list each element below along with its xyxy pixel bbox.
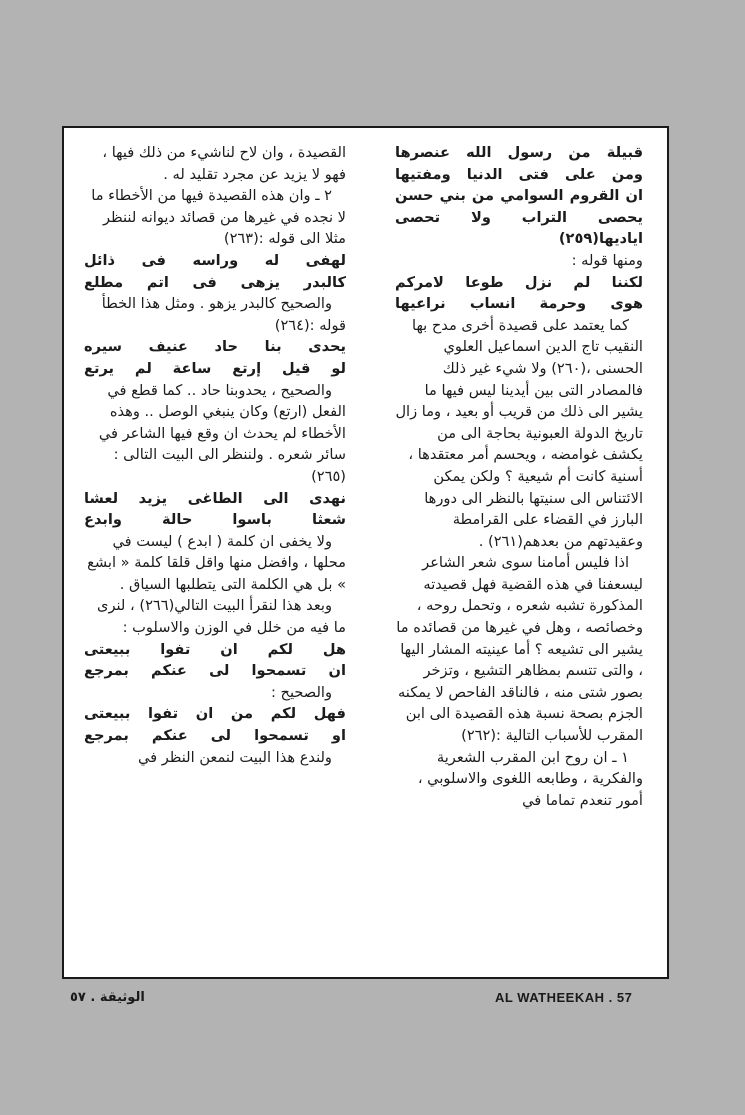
verse-line: ومن على فتى الدنيا ومفتيها bbox=[395, 165, 643, 183]
verse-line: كالبدر يزهى فى اتم مطلع bbox=[84, 273, 346, 291]
verse-line: هوى وحرمة انساب نراعيها bbox=[395, 295, 643, 313]
verse-line: شعثا باسوا حالة وابدع bbox=[84, 511, 346, 529]
paragraph: ولندع هذا البيت لنمعن النظر في bbox=[137, 748, 332, 766]
verse-line: ان القروم السوامي من بني حسن bbox=[395, 187, 643, 205]
paragraph: ولا يخفى ان كلمة ( ابدع ) ليست في محلها ، وافضل منها واقل قلقا كلمة « ابشع » بل هي الكلمة التى يتطلبها السياق . bbox=[87, 532, 346, 593]
verse-line: او تسمحوا لى عنكم بمرجع bbox=[84, 727, 346, 745]
paragraph: والصحيح كالبدر يزهو . ومثل هذا الخطأ قوله :(٢٦٤) bbox=[101, 295, 346, 334]
page-frame bbox=[62, 126, 669, 979]
paragraph: كما يعتمد على قصيدة أخرى مدح بها النقيب تاج الدين اسماعيل العلوي الحسنى ،(٢٦٠) ولا شيء غير ذلك فالمصادر التى بين أيدينا ليس فيها ما يشير الى ذلك من قريب أو بعيد ، وما زال تاريخ الدولة العبونية بحاجة الى من يكشف غوامضه ، ويحسم أمر معتقدها ، أسنية كانت أم شيعية ؟ ولكن يمكن الائتناس الى سنيتها بالنظر الى دورها البارز في القضاء على القرامطة وعقيدتهم من بعدهم(٢٦١) . bbox=[395, 316, 643, 550]
verse-line: لو قيل إرتع ساعة لم يرتع bbox=[84, 359, 346, 377]
verse-line: قبيلة من رسول الله عنصرها bbox=[395, 144, 643, 161]
footer-arabic-page: الوثيقة . ٥٧ bbox=[70, 990, 145, 1005]
right-column bbox=[395, 142, 643, 811]
verse-line: يحصى التراب ولا تحصى اياديها(٢٥٩) bbox=[395, 208, 643, 248]
paragraph: ومنها قوله : bbox=[571, 251, 643, 269]
verse-line: لهفى له وراسه فى ذائل bbox=[84, 251, 346, 269]
paragraph: اذا فليس أمامنا سوى شعر الشاعر ليسعفنا في هذه القضية فهل قصيدته المذكورة تشبه شعره ، وتحمل روحه ، وخصائصه ، وهل في غيرها من قصائده ما يشير الى تشيعه ؟ أما عينيته المشار اليها ، والتى تتسم بمظاهر التشيع ، وتزخر بصور شتى منه ، فالناقد الفاحص لا يمكنه الجزم بصحة نسبة هذه القصيدة الى ابن المقرب للأسباب التالية :(٢٦٢) bbox=[396, 554, 643, 745]
footer-latin-page: AL WATHEEKAH . 57 bbox=[495, 990, 633, 1005]
paragraph: وبعد هذا لنقرأ البيت التالي(٢٦٦) ، لنرى ما فيه من خلل في الوزن والاسلوب : bbox=[97, 597, 346, 637]
verse-line: نهدى الى الطاغى يزيد لعشا bbox=[84, 489, 346, 507]
paragraph: والصحيح ، يحدوبنا حاد .. كما قطع في الفعل (ارتع) وكان ينبغي الوصل .. وهذه الأخطاء لم يحدث ان وقع فيها الشاعر في سائر شعره . ولننظر الى البيت التالى :(٢٦٥) bbox=[98, 381, 346, 485]
paragraph: القصيدة ، وان لاح لناشيء من ذلك فيها ، فهو لا يزيد عن مجرد تقليد له . bbox=[102, 144, 346, 183]
verse-line: ان تسمحوا لى عنكم بمرجع bbox=[84, 662, 346, 680]
verse-line: هل لكم ان تفوا ببيعتى bbox=[84, 640, 346, 658]
verse-line: لكننا لم نزل طوعا لامركم bbox=[395, 273, 643, 291]
verse-line: فهل لكم من ان تفوا ببيعتى bbox=[84, 705, 346, 723]
paragraph: ١ ـ ان روح ابن المقرب الشعرية والفكرية ، وطابعه اللغوى والاسلوبي ، أمور تنعدم تماما في bbox=[417, 748, 643, 809]
paragraph: ٢ ـ وان هذه القصيدة فيها من الأخطاء ما لا نجده في غيرها من قصائد ديوانه لننظر مثلا الى قوله :(٢٦٣) bbox=[91, 187, 346, 248]
paragraph: والصحيح : bbox=[270, 683, 332, 701]
left-column bbox=[84, 142, 346, 768]
verse-line: يحدى بنا حاد عنيف سيره bbox=[84, 338, 346, 356]
